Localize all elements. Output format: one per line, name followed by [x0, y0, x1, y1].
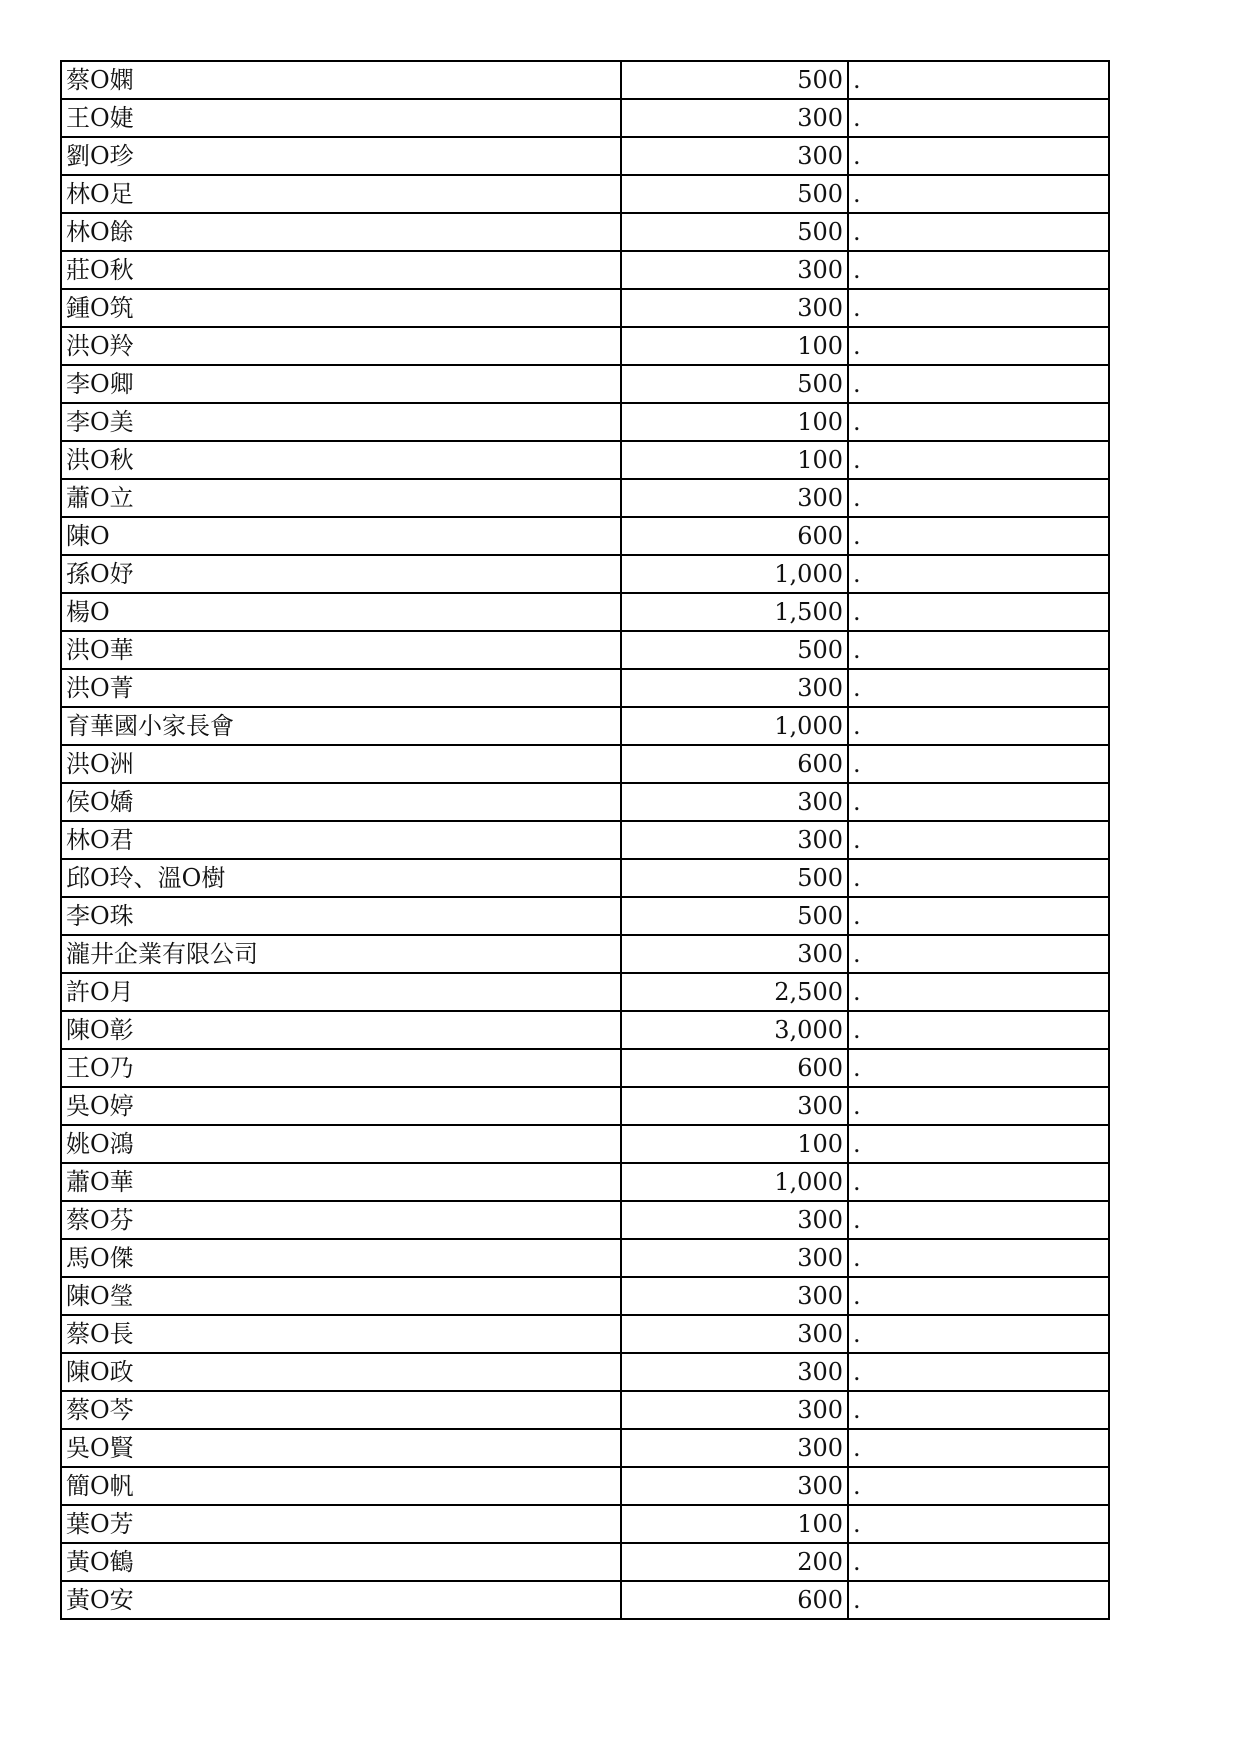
donation-amount-cell: 300 — [621, 99, 848, 137]
donor-name-cell: 許O月 — [61, 973, 621, 1011]
table-row — [61, 1353, 1109, 1391]
donor-name-cell: 劉O珍 — [61, 137, 621, 175]
donor-name-cell: 馬O傑 — [61, 1239, 621, 1277]
donation-amount-cell: 300 — [621, 1391, 848, 1429]
table-row — [61, 251, 1109, 289]
donation-amount-cell: 100 — [621, 441, 848, 479]
table-row — [61, 859, 1109, 897]
donor-name-cell: 蔡O芬 — [61, 1201, 621, 1239]
note-cell: . — [848, 973, 1109, 1011]
donation-amount-cell: 300 — [621, 1277, 848, 1315]
table-row — [61, 1543, 1109, 1581]
donation-amount-cell: 500 — [621, 61, 848, 99]
donation-amount-cell: 1,500 — [621, 593, 848, 631]
table-row — [61, 1087, 1109, 1125]
donation-amount-cell: 300 — [621, 479, 848, 517]
note-cell: . — [848, 707, 1109, 745]
table-row — [61, 365, 1109, 403]
table-row — [61, 289, 1109, 327]
note-cell: . — [848, 1543, 1109, 1581]
table-row — [61, 555, 1109, 593]
table-row — [61, 1391, 1109, 1429]
note-cell: . — [848, 897, 1109, 935]
donor-name-cell: 洪O羚 — [61, 327, 621, 365]
table-row — [61, 137, 1109, 175]
note-cell: . — [848, 61, 1109, 99]
note-cell: . — [848, 213, 1109, 251]
donation-amount-cell: 1,000 — [621, 707, 848, 745]
table-row — [61, 1315, 1109, 1353]
table-row — [61, 593, 1109, 631]
donation-amount-cell: 300 — [621, 251, 848, 289]
donor-name-cell: 李O卿 — [61, 365, 621, 403]
table-row — [61, 1201, 1109, 1239]
donation-amount-cell: 300 — [621, 289, 848, 327]
donor-name-cell: 陳O彰 — [61, 1011, 621, 1049]
donor-name-cell: 王O婕 — [61, 99, 621, 137]
donor-name-cell: 蕭O立 — [61, 479, 621, 517]
table-row — [61, 745, 1109, 783]
table-row — [61, 669, 1109, 707]
donation-amount-cell: 300 — [621, 1467, 848, 1505]
note-cell: . — [848, 1467, 1109, 1505]
donation-amount-cell: 100 — [621, 327, 848, 365]
donor-name-cell: 姚O鴻 — [61, 1125, 621, 1163]
donation-amount-cell: 300 — [621, 935, 848, 973]
note-cell: . — [848, 555, 1109, 593]
donor-name-cell: 林O足 — [61, 175, 621, 213]
donor-name-cell: 吳O婷 — [61, 1087, 621, 1125]
note-cell: . — [848, 175, 1109, 213]
donation-amount-cell: 3,000 — [621, 1011, 848, 1049]
donor-name-cell: 陳O — [61, 517, 621, 555]
note-cell: . — [848, 669, 1109, 707]
donation-amount-cell: 300 — [621, 1087, 848, 1125]
donation-amount-cell: 300 — [621, 1353, 848, 1391]
note-cell: . — [848, 1391, 1109, 1429]
donor-name-cell: 鍾O筑 — [61, 289, 621, 327]
note-cell: . — [848, 631, 1109, 669]
table-row — [61, 441, 1109, 479]
note-cell: . — [848, 1239, 1109, 1277]
table-row — [61, 1049, 1109, 1087]
donation-amount-cell: 300 — [621, 783, 848, 821]
donor-name-cell: 蕭O華 — [61, 1163, 621, 1201]
table-row — [61, 327, 1109, 365]
donor-name-cell: 李O美 — [61, 403, 621, 441]
donation-amount-cell: 300 — [621, 1239, 848, 1277]
donor-name-cell: 王O乃 — [61, 1049, 621, 1087]
table-row — [61, 1467, 1109, 1505]
table-row — [61, 1163, 1109, 1201]
note-cell: . — [848, 1353, 1109, 1391]
note-cell: . — [848, 1049, 1109, 1087]
note-cell: . — [848, 859, 1109, 897]
table-row — [61, 403, 1109, 441]
donor-name-cell: 黃O安 — [61, 1581, 621, 1619]
donor-name-cell: 陳O瑩 — [61, 1277, 621, 1315]
donation-amount-cell: 600 — [621, 1581, 848, 1619]
donor-name-cell: 邱O玲、溫O樹 — [61, 859, 621, 897]
donation-amount-cell: 600 — [621, 745, 848, 783]
table-row — [61, 1011, 1109, 1049]
table-row — [61, 1277, 1109, 1315]
table-row — [61, 783, 1109, 821]
note-cell: . — [848, 1201, 1109, 1239]
donor-name-cell: 簡O帆 — [61, 1467, 621, 1505]
donor-name-cell: 洪O秋 — [61, 441, 621, 479]
donor-name-cell: 葉O芳 — [61, 1505, 621, 1543]
table-row — [61, 707, 1109, 745]
donor-name-cell: 孫O妤 — [61, 555, 621, 593]
donor-name-cell: 蔡O芩 — [61, 1391, 621, 1429]
donation-amount-cell: 300 — [621, 137, 848, 175]
donation-amount-cell: 2,500 — [621, 973, 848, 1011]
donation-table — [60, 60, 1110, 1620]
note-cell: . — [848, 99, 1109, 137]
note-cell: . — [848, 251, 1109, 289]
donor-name-cell: 洪O菁 — [61, 669, 621, 707]
donor-name-cell: 育華國小家長會 — [61, 707, 621, 745]
table-row — [61, 1239, 1109, 1277]
donation-amount-cell: 500 — [621, 859, 848, 897]
table-row — [61, 479, 1109, 517]
donation-amount-cell: 1,000 — [621, 1163, 848, 1201]
donor-name-cell: 楊O — [61, 593, 621, 631]
donation-table-body — [61, 61, 1109, 1619]
note-cell: . — [848, 1429, 1109, 1467]
donation-amount-cell: 1,000 — [621, 555, 848, 593]
donation-amount-cell: 500 — [621, 631, 848, 669]
donation-amount-cell: 200 — [621, 1543, 848, 1581]
donation-amount-cell: 100 — [621, 1125, 848, 1163]
table-row — [61, 821, 1109, 859]
donor-name-cell: 陳O政 — [61, 1353, 621, 1391]
donor-name-cell: 吳O賢 — [61, 1429, 621, 1467]
note-cell: . — [848, 1011, 1109, 1049]
note-cell: . — [848, 1581, 1109, 1619]
table-row — [61, 175, 1109, 213]
donation-amount-cell: 300 — [621, 1201, 848, 1239]
donor-name-cell: 瀧井企業有限公司 — [61, 935, 621, 973]
note-cell: . — [848, 479, 1109, 517]
note-cell: . — [848, 1163, 1109, 1201]
donor-name-cell: 蔡O長 — [61, 1315, 621, 1353]
table-row — [61, 517, 1109, 555]
table-row — [61, 61, 1109, 99]
table-row — [61, 631, 1109, 669]
donor-name-cell: 林O餘 — [61, 213, 621, 251]
table-row — [61, 1125, 1109, 1163]
donation-amount-cell: 300 — [621, 1429, 848, 1467]
note-cell: . — [848, 441, 1109, 479]
note-cell: . — [848, 517, 1109, 555]
donation-amount-cell: 500 — [621, 175, 848, 213]
donor-name-cell: 洪O華 — [61, 631, 621, 669]
table-row — [61, 1505, 1109, 1543]
donor-name-cell: 蔡O嫻 — [61, 61, 621, 99]
note-cell: . — [848, 935, 1109, 973]
donation-amount-cell: 300 — [621, 669, 848, 707]
donor-name-cell: 林O君 — [61, 821, 621, 859]
donation-amount-cell: 500 — [621, 213, 848, 251]
note-cell: . — [848, 1087, 1109, 1125]
note-cell: . — [848, 783, 1109, 821]
donor-name-cell: 李O珠 — [61, 897, 621, 935]
note-cell: . — [848, 1315, 1109, 1353]
note-cell: . — [848, 137, 1109, 175]
note-cell: . — [848, 365, 1109, 403]
donation-amount-cell: 500 — [621, 365, 848, 403]
donation-amount-cell: 500 — [621, 897, 848, 935]
donation-amount-cell: 600 — [621, 517, 848, 555]
table-row — [61, 935, 1109, 973]
donor-name-cell: 侯O嬌 — [61, 783, 621, 821]
donation-amount-cell: 100 — [621, 1505, 848, 1543]
donation-amount-cell: 600 — [621, 1049, 848, 1087]
note-cell: . — [848, 1277, 1109, 1315]
note-cell: . — [848, 289, 1109, 327]
donor-name-cell: 洪O洲 — [61, 745, 621, 783]
donation-amount-cell: 100 — [621, 403, 848, 441]
table-row — [61, 99, 1109, 137]
donor-name-cell: 黃O鶴 — [61, 1543, 621, 1581]
table-row — [61, 897, 1109, 935]
note-cell: . — [848, 403, 1109, 441]
table-row — [61, 1581, 1109, 1619]
donation-amount-cell: 300 — [621, 821, 848, 859]
table-row — [61, 973, 1109, 1011]
donation-amount-cell: 300 — [621, 1315, 848, 1353]
table-row — [61, 213, 1109, 251]
note-cell: . — [848, 1505, 1109, 1543]
note-cell: . — [848, 821, 1109, 859]
note-cell: . — [848, 593, 1109, 631]
donor-name-cell: 莊O秋 — [61, 251, 621, 289]
note-cell: . — [848, 745, 1109, 783]
table-row — [61, 1429, 1109, 1467]
note-cell: . — [848, 1125, 1109, 1163]
note-cell: . — [848, 327, 1109, 365]
